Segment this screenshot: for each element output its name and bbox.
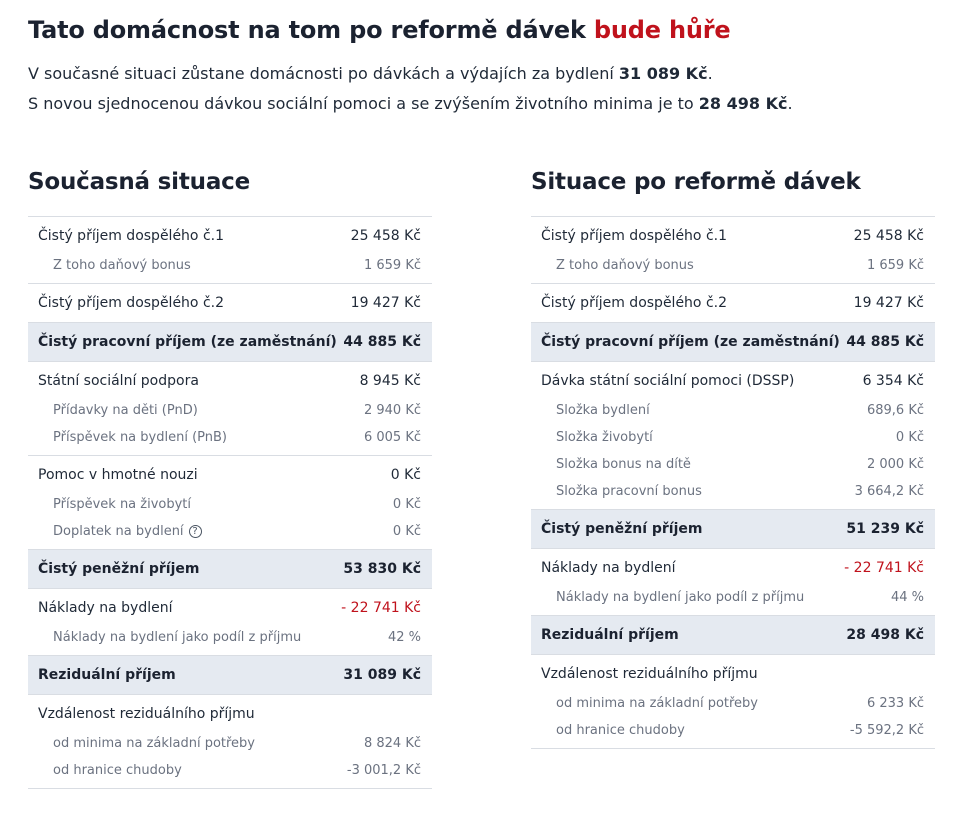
table-row bbox=[531, 251, 935, 279]
row-value: 6 005 Kč bbox=[363, 430, 421, 445]
table-row bbox=[28, 221, 432, 251]
table-row bbox=[28, 518, 432, 545]
summary-line2-text: S novou sjednocenou dávkou sociální pomoci a se zvýšením životního minima je to bbox=[28, 94, 694, 113]
table-row bbox=[531, 616, 935, 654]
row-value: 44 % bbox=[890, 589, 924, 605]
row-label: Náklady na bydlení jako podíl z příjmu bbox=[53, 629, 302, 645]
headline-text: Tato domácnost na tom po reformě dávek bbox=[28, 16, 586, 44]
row-label: Náklady na bydlení bbox=[541, 560, 676, 576]
row-value: 51 239 Kč bbox=[846, 521, 924, 537]
reform-situation-panel bbox=[531, 166, 935, 749]
current-situation-panel bbox=[28, 166, 432, 789]
summary-line2-end: . bbox=[787, 94, 793, 113]
table-row bbox=[28, 288, 432, 318]
table-row bbox=[531, 510, 935, 548]
row-label: Náklady na bydlení jako podíl z příjmu bbox=[556, 589, 805, 605]
row-label: Čistý peněžní příjem bbox=[541, 521, 703, 537]
row-label: od hranice chudoby bbox=[556, 723, 685, 738]
table-row bbox=[28, 323, 432, 361]
row-value: 689,6 Kč bbox=[866, 402, 924, 418]
reform-adult2-group bbox=[531, 283, 935, 322]
row-value: 44 885 Kč bbox=[846, 334, 924, 350]
row-label: Dávka státní sociální pomoci (DSSP) bbox=[541, 373, 795, 389]
table-row bbox=[28, 729, 432, 757]
current-adult2-group bbox=[28, 283, 432, 322]
row-value: 8 824 Kč bbox=[363, 735, 421, 751]
question-circle-icon[interactable]: ? bbox=[189, 525, 202, 538]
table-row bbox=[28, 656, 432, 694]
row-label: Čistý peněžní příjem bbox=[38, 561, 200, 577]
row-value: 19 427 Kč bbox=[853, 295, 924, 311]
table-row bbox=[531, 221, 935, 251]
table-row bbox=[531, 553, 935, 583]
row-value: 0 Kč bbox=[392, 524, 421, 539]
table-row bbox=[531, 451, 935, 478]
reform-residual-row bbox=[531, 615, 935, 654]
table-row bbox=[28, 424, 432, 451]
current-residual-row bbox=[28, 655, 432, 694]
summary-line2-value: 28 498 Kč bbox=[698, 94, 788, 113]
row-label: Doplatek na bydlení bbox=[53, 524, 184, 539]
row-value: 0 Kč bbox=[895, 430, 924, 445]
row-label: Z toho daňový bonus bbox=[556, 257, 694, 273]
reform-work-income-row bbox=[531, 322, 935, 361]
row-label: Složka bydlení bbox=[556, 402, 650, 418]
row-value: 6 354 Kč bbox=[862, 373, 924, 389]
row-label: Čistý příjem dospělého č.2 bbox=[541, 295, 727, 311]
table-row bbox=[28, 490, 432, 518]
table-row bbox=[28, 460, 432, 490]
table-row bbox=[28, 251, 432, 279]
row-label: od hranice chudoby bbox=[53, 763, 182, 778]
row-label: Složka pracovní bonus bbox=[556, 484, 702, 499]
current-work-income-row bbox=[28, 322, 432, 361]
row-value: 25 458 Kč bbox=[853, 228, 924, 244]
current-money-income-row bbox=[28, 549, 432, 588]
table-row bbox=[28, 699, 432, 729]
table-row bbox=[531, 659, 935, 689]
row-value: -5 592,2 Kč bbox=[849, 723, 924, 738]
row-value: 3 664,2 Kč bbox=[854, 484, 924, 499]
row-value: 6 233 Kč bbox=[866, 695, 924, 711]
row-label: Z toho daňový bonus bbox=[53, 257, 191, 273]
summary-line1-end: . bbox=[707, 64, 713, 83]
table-row bbox=[531, 424, 935, 451]
row-value: 31 089 Kč bbox=[343, 667, 421, 683]
reform-dssp-group bbox=[531, 361, 935, 509]
headline-verdict: bude hůře bbox=[593, 16, 731, 44]
summary-line1-value: 31 089 Kč bbox=[618, 64, 708, 83]
row-value: 2 000 Kč bbox=[866, 457, 924, 472]
table-row bbox=[531, 288, 935, 318]
row-value: 42 % bbox=[387, 629, 421, 645]
table-row bbox=[28, 593, 432, 623]
summary-line1-text: V současné situaci zůstane domácnosti po dávkách a výdajích za bydlení bbox=[28, 64, 614, 83]
row-label: od minima na základní potřeby bbox=[53, 735, 256, 751]
row-label: Přídavky na děti (PnD) bbox=[53, 402, 198, 418]
row-label: Náklady na bydlení bbox=[38, 600, 173, 616]
summary-line-current bbox=[28, 64, 713, 83]
table-row bbox=[531, 478, 935, 505]
row-label: Příspěvek na bydlení (PnB) bbox=[53, 430, 227, 445]
row-value: 0 Kč bbox=[392, 496, 421, 512]
row-label: Příspěvek na živobytí bbox=[53, 496, 192, 512]
row-label: Státní sociální podpora bbox=[38, 373, 199, 389]
row-label-with-help bbox=[53, 524, 202, 539]
row-label: Čistý příjem dospělého č.1 bbox=[38, 228, 224, 244]
reform-situation-title: Situace po reformě dávek bbox=[531, 169, 861, 195]
row-value: 0 Kč bbox=[390, 467, 421, 483]
row-value: 19 427 Kč bbox=[350, 295, 421, 311]
row-label: Vzdálenost reziduálního příjmu bbox=[541, 666, 758, 682]
table-row bbox=[531, 689, 935, 717]
table-row bbox=[531, 366, 935, 396]
row-label: Složka bonus na dítě bbox=[556, 457, 691, 472]
current-situation-title: Současná situace bbox=[28, 169, 250, 195]
current-distance-group bbox=[28, 694, 432, 789]
row-label: Čistý příjem dospělého č.1 bbox=[541, 228, 727, 244]
row-label: od minima na základní potřeby bbox=[556, 695, 759, 711]
table-row bbox=[531, 323, 935, 361]
table-row bbox=[28, 396, 432, 424]
row-label: Vzdálenost reziduálního příjmu bbox=[38, 706, 255, 722]
reform-housing-costs-group bbox=[531, 548, 935, 615]
row-value: 1 659 Kč bbox=[363, 257, 421, 273]
row-value: 28 498 Kč bbox=[846, 627, 924, 643]
row-value-negative: - 22 741 Kč bbox=[341, 600, 421, 616]
summary-line-reform bbox=[28, 94, 793, 113]
row-label: Čistý pracovní příjem (ze zaměstnání) bbox=[541, 334, 840, 350]
row-value: 25 458 Kč bbox=[350, 228, 421, 244]
row-value: 8 945 Kč bbox=[359, 373, 421, 389]
table-row bbox=[28, 366, 432, 396]
table-row bbox=[28, 623, 432, 651]
row-value-negative: - 22 741 Kč bbox=[844, 560, 924, 576]
row-value: 1 659 Kč bbox=[866, 257, 924, 273]
reform-distance-group bbox=[531, 654, 935, 749]
table-row bbox=[531, 717, 935, 744]
current-state-support-group bbox=[28, 361, 432, 455]
row-value: 2 940 Kč bbox=[363, 402, 421, 418]
table-row bbox=[28, 550, 432, 588]
row-label: Složka živobytí bbox=[556, 430, 653, 445]
current-housing-costs-group bbox=[28, 588, 432, 655]
row-value: 44 885 Kč bbox=[343, 334, 421, 350]
table-row bbox=[531, 583, 935, 611]
row-label: Čistý pracovní příjem (ze zaměstnání) bbox=[38, 334, 337, 350]
table-row bbox=[531, 396, 935, 424]
row-value: -3 001,2 Kč bbox=[346, 763, 421, 778]
row-label: Reziduální příjem bbox=[541, 627, 679, 643]
row-label: Čistý příjem dospělého č.2 bbox=[38, 295, 224, 311]
reform-money-income-row bbox=[531, 509, 935, 548]
row-label: Pomoc v hmotné nouzi bbox=[38, 467, 198, 483]
row-value: 53 830 Kč bbox=[343, 561, 421, 577]
current-adult1-group bbox=[28, 216, 432, 283]
reform-adult1-group bbox=[531, 216, 935, 283]
row-label: Reziduální příjem bbox=[38, 667, 176, 683]
table-row bbox=[28, 757, 432, 784]
current-material-need-group bbox=[28, 455, 432, 549]
page-title bbox=[28, 16, 730, 44]
